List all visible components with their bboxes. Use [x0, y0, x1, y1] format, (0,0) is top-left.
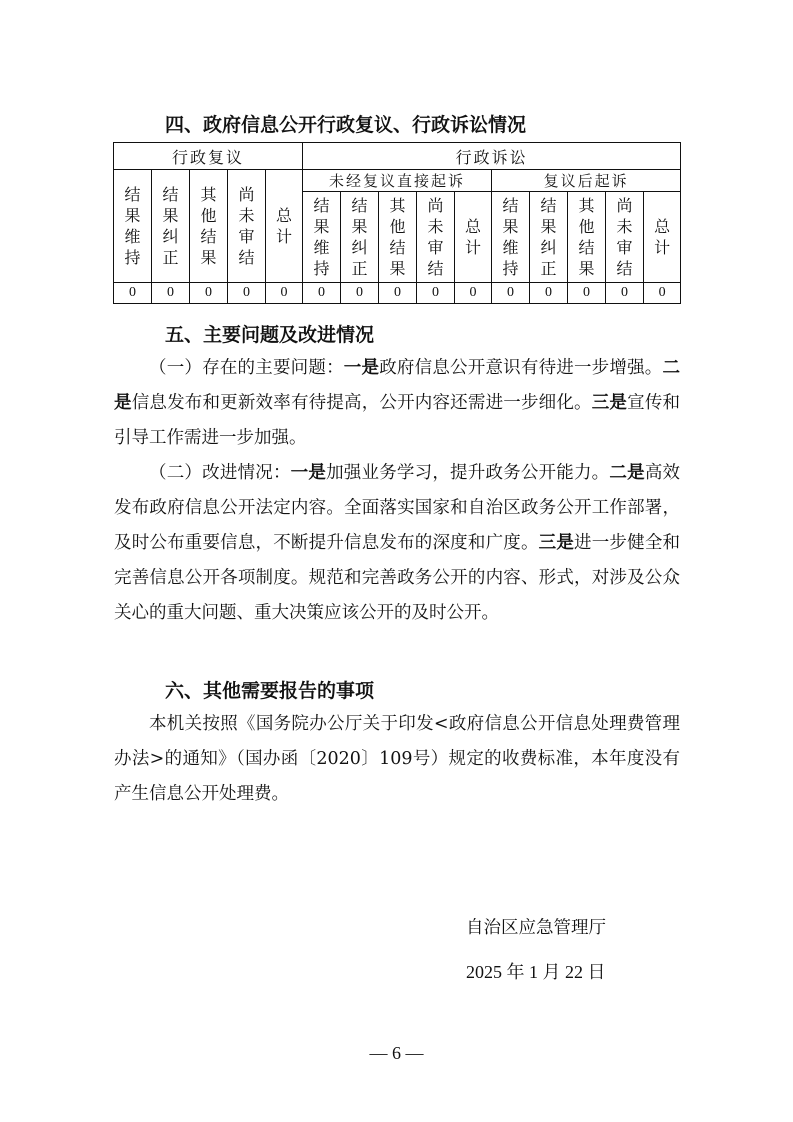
- header-char: 持: [124, 248, 141, 267]
- header-char: 维: [313, 238, 330, 257]
- table-cell: 0: [379, 283, 417, 304]
- table-cell: 0: [606, 283, 644, 304]
- table-cell: 0: [228, 283, 266, 304]
- page-number: — 6 —: [369, 1043, 424, 1063]
- review-col-other: [190, 170, 228, 283]
- header-char: 果: [502, 217, 519, 236]
- table-cell: 0: [530, 283, 568, 304]
- marker-first: 一是: [343, 358, 380, 378]
- marker-third: 三是: [538, 533, 575, 553]
- after-col-upheld: [492, 192, 530, 283]
- header-char: 结: [540, 196, 557, 215]
- review-col-pending: [228, 170, 266, 283]
- header-char: 果: [351, 217, 368, 236]
- header-char: 结: [162, 185, 179, 204]
- table-cell: 0: [341, 283, 379, 304]
- header-char: 审: [427, 238, 444, 257]
- header-char: 持: [502, 259, 519, 278]
- header-char: 结: [313, 196, 330, 215]
- table-cell: 0: [114, 283, 152, 304]
- marker-third: 三是: [591, 393, 628, 413]
- header-char: 其: [578, 196, 595, 215]
- header-char: 纠: [540, 238, 557, 257]
- header-char: 纠: [351, 238, 368, 257]
- signature-org: 自治区应急管理厅: [466, 918, 606, 938]
- improvements-paragraph: [114, 456, 680, 631]
- header-char: 计: [654, 238, 671, 257]
- direct-col-pending: [417, 192, 455, 283]
- header-char: 结: [389, 238, 406, 257]
- header-char: 果: [540, 217, 557, 236]
- fees-paragraph: 本机关按照《国务院办公厅关于印发<政府信息公开信息处理费管理办法>的通知》（国办函〔2020〕109号）规定的收费标准，本年度没有产生信息公开处理费。: [114, 714, 680, 804]
- table-cell: 0: [152, 283, 190, 304]
- header-char: 果: [578, 259, 595, 278]
- header-char: 果: [124, 206, 141, 225]
- header-char: 未: [427, 217, 444, 236]
- problem-text-2: 信息发布和更新效率有待提高，公开内容还需进一步细化。: [131, 393, 592, 413]
- header-char: 结: [351, 196, 368, 215]
- header-char: 正: [351, 259, 368, 278]
- table-cell: 0: [568, 283, 606, 304]
- header-char: 他: [578, 217, 595, 236]
- header-administrative-review: 行政复议: [114, 143, 303, 170]
- direct-col-upheld: [303, 192, 341, 283]
- header-char: 总: [276, 206, 293, 225]
- header-direct-suit: 未经复议直接起诉: [303, 170, 492, 192]
- improvement-text-1: 加强业务学习，提升政务公开能力。: [326, 463, 610, 483]
- improvements-prefix: （二）改进情况：: [149, 463, 291, 483]
- header-char: 他: [200, 206, 217, 225]
- header-char: 维: [124, 227, 141, 246]
- marker-second: 二是: [114, 358, 681, 413]
- after-col-total: [644, 192, 681, 283]
- header-char: 他: [389, 217, 406, 236]
- direct-col-total: [455, 192, 492, 283]
- header-char: 尚: [616, 196, 633, 215]
- header-char: 结: [502, 196, 519, 215]
- header-char: 果: [389, 259, 406, 278]
- header-char: 结: [427, 259, 444, 278]
- header-char: 总: [654, 217, 671, 236]
- header-char: 结: [616, 259, 633, 278]
- header-suit-after-review: 复议后起诉: [492, 170, 681, 192]
- header-char: 总: [465, 217, 482, 236]
- table-cell: 0: [190, 283, 228, 304]
- problems-paragraph: [114, 351, 680, 456]
- header-char: 结: [200, 227, 217, 246]
- review-col-total: [266, 170, 303, 283]
- header-char: 持: [313, 259, 330, 278]
- improvement-text-3: 进一步健全和完善信息公开各项制度。规范和完善政务公开的内容、形式，对涉及公众关心的重大问题、重大决策应该公开的及时公开。: [114, 533, 681, 623]
- header-char: 尚: [427, 196, 444, 215]
- header-char: 维: [502, 238, 519, 257]
- direct-col-other: [379, 192, 417, 283]
- header-char: 审: [616, 238, 633, 257]
- review-col-upheld: [114, 170, 152, 283]
- header-char: 纠: [162, 227, 179, 246]
- table-cell: 0: [417, 283, 455, 304]
- table-cell: 0: [492, 283, 530, 304]
- header-char: 其: [389, 196, 406, 215]
- header-char: 未: [616, 217, 633, 236]
- problems-prefix: （一）存在的主要问题：: [149, 358, 344, 378]
- header-char: 正: [162, 248, 179, 267]
- header-char: 未: [238, 206, 255, 225]
- section4-heading: 四、政府信息公开行政复议、行政诉讼情况: [165, 114, 527, 136]
- signature-date: 2025 年 1 月 22 日: [466, 962, 606, 982]
- table-cell: 0: [644, 283, 681, 304]
- table-cell: 0: [266, 283, 303, 304]
- header-char: 结: [238, 248, 255, 267]
- header-char: 审: [238, 227, 255, 246]
- improvement-text-2: 高效发布政府信息公开法定内容。全面落实国家和自治区政务公开工作部署，及时公布重要信息，不断提升信息发布的深度和广度。: [114, 463, 681, 553]
- header-char: 尚: [238, 185, 255, 204]
- after-col-other: [568, 192, 606, 283]
- review-col-corrected: [152, 170, 190, 283]
- header-char: 正: [540, 259, 557, 278]
- problem-text-1: 政府信息公开意识有待进一步增强。: [379, 358, 663, 378]
- header-char: 果: [313, 217, 330, 236]
- header-char: 其: [200, 185, 217, 204]
- header-char: 计: [276, 227, 293, 246]
- marker-first: 一是: [290, 463, 327, 483]
- direct-col-corrected: [341, 192, 379, 283]
- marker-second: 二是: [609, 463, 645, 483]
- after-col-corrected: [530, 192, 568, 283]
- header-char: 结: [124, 185, 141, 204]
- header-char: 果: [162, 206, 179, 225]
- header-char: 计: [465, 238, 482, 257]
- table-cell: 0: [455, 283, 492, 304]
- problem-text-3: 宣传和引导工作需进一步加强。: [114, 393, 681, 448]
- after-col-pending: [606, 192, 644, 283]
- table-cell: 0: [303, 283, 341, 304]
- section6-heading: 六、其他需要报告的事项: [165, 680, 375, 702]
- header-administrative-litigation: 行政诉讼: [303, 143, 681, 170]
- header-char: 结: [578, 238, 595, 257]
- review-litigation-table: [113, 142, 681, 304]
- section5-heading: 五、主要问题及改进情况: [165, 324, 375, 346]
- header-char: 果: [200, 248, 217, 267]
